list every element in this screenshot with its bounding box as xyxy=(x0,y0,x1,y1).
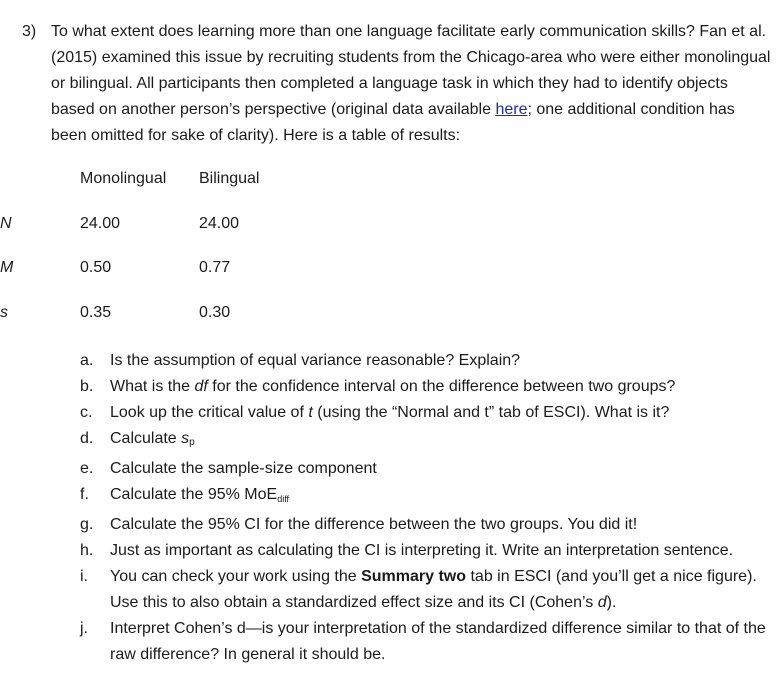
data-link[interactable]: here xyxy=(495,101,528,118)
list-item xyxy=(80,616,780,668)
question-text-part2: ; one additional condition has been omitted for sake of clarity). Here is a table of results: xyxy=(51,101,735,144)
cell-s-bilingual: 0.30 xyxy=(199,304,231,321)
item-text: Just as important as calculating the CI is interpreting it. Write an interpretation sentence. xyxy=(110,542,734,559)
list-item xyxy=(80,482,780,512)
list-item xyxy=(80,538,780,564)
item-emphasis: d xyxy=(597,594,607,611)
cell-n-bilingual: 24.00 xyxy=(199,215,240,232)
item-letter: d. xyxy=(80,430,94,447)
list-item xyxy=(80,426,780,456)
cell-s-monolingual: 0.35 xyxy=(80,304,112,321)
list-item xyxy=(80,400,780,426)
question-text-part1: To what extent does learning more than one language facilitate early communication skills? Fan et al. (2015) examined this issue by recruiting students from the Chicago-area who were either monolingual or bilingual. All participants then completed a language task in which they had to identify objects based on another person’s perspective (original data available xyxy=(51,23,771,118)
item-text: Calculate the sample-size component xyxy=(110,460,377,477)
column-header-bilingual: Bilingual xyxy=(199,170,260,187)
item-text: Calculate the 95% MoE xyxy=(110,486,278,503)
item-text: Interpret Cohen’s d—is your interpretation of the standardized difference similar to that of the raw difference? In general it should be. xyxy=(110,620,766,663)
item-letter: g. xyxy=(80,516,94,533)
item-emphasis: s xyxy=(181,430,190,447)
cell-m-bilingual: 0.77 xyxy=(199,259,231,276)
list-item xyxy=(80,564,780,616)
question-number: 3) xyxy=(22,23,37,40)
item-letter: e. xyxy=(80,460,94,477)
item-text: tab in ESCI (and you’ll get a nice figure). Use this to also obtain a standardized effect size and its CI (Cohen’s xyxy=(110,568,757,611)
question-text xyxy=(51,19,773,149)
item-text: Look up the critical value of xyxy=(110,404,309,421)
item-text: Calculate the 95% CI for the difference between the two groups. You did it! xyxy=(110,516,638,533)
item-subscript: diff xyxy=(277,494,290,504)
list-item xyxy=(80,374,780,400)
item-emphasis: t xyxy=(308,404,313,421)
item-letter: c. xyxy=(80,404,93,421)
item-emphasis: df xyxy=(194,378,208,395)
item-text: for the confidence interval on the difference between two groups? xyxy=(207,378,676,395)
item-text: Calculate xyxy=(110,430,182,447)
list-item xyxy=(80,512,780,538)
item-letter: a. xyxy=(80,352,94,369)
sub-questions-list xyxy=(80,348,780,668)
item-letter: f. xyxy=(80,486,89,503)
item-text: You can check your work using the xyxy=(110,568,362,585)
cell-m-monolingual: 0.50 xyxy=(80,259,112,276)
item-letter: b. xyxy=(80,378,94,395)
row-label-n: N xyxy=(0,215,12,232)
column-header-monolingual: Monolingual xyxy=(80,170,167,187)
item-letter: i. xyxy=(80,568,88,585)
item-letter: h. xyxy=(80,542,94,559)
item-bold: Summary two xyxy=(361,568,467,585)
item-text: What is the xyxy=(110,378,195,395)
cell-n-monolingual: 24.00 xyxy=(80,215,121,232)
list-item xyxy=(80,456,780,482)
row-label-s: s xyxy=(0,304,8,321)
item-subscript: p xyxy=(189,437,195,448)
item-text: ). xyxy=(606,594,617,611)
list-item xyxy=(80,348,780,374)
row-label-m: M xyxy=(0,259,14,276)
item-text: Is the assumption of equal variance reasonable? Explain? xyxy=(110,352,521,369)
item-text: (using the “Normal and t” tab of ESCI). What is it? xyxy=(312,404,670,421)
item-letter: j. xyxy=(80,620,88,637)
